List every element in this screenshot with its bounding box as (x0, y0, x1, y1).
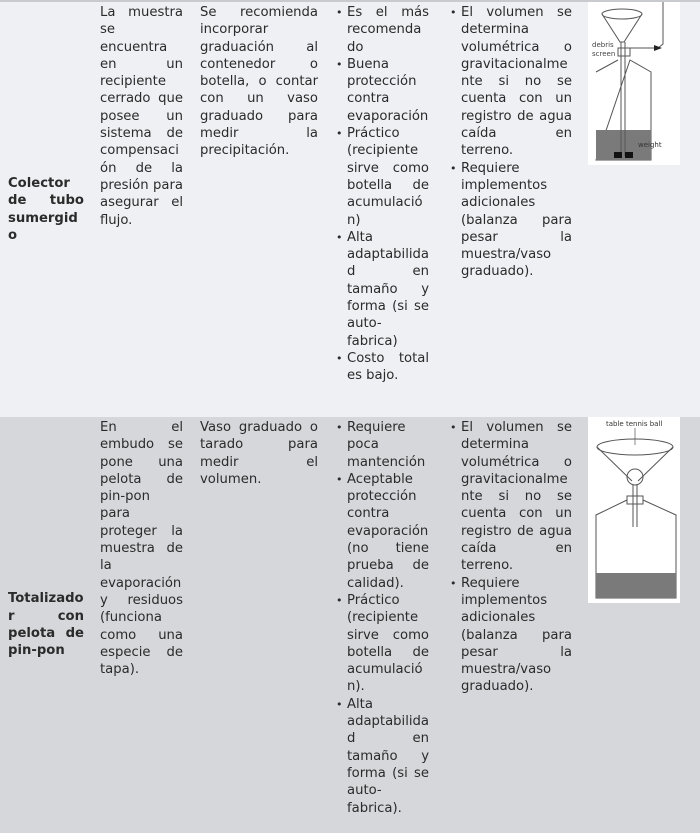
description-cell: En el embudo se pone una pelota de pin-pon para proteger la muestra de la evaporación y residuos (funciona como una especie de tapa). (100, 420, 183, 678)
advantage-item: • Costo total es bajo. (347, 350, 429, 385)
advantage-item: • Requiere poca mantención (347, 419, 429, 471)
disadvantages-cell (450, 419, 572, 696)
advantage-item: • Aceptable protección contra evaporación (no tiene prueba de calidad). (347, 471, 429, 592)
method-name-cell: Totalizador con pelota de pin-pon (8, 591, 84, 659)
advantages-cell (336, 419, 429, 817)
disadvantage-item: • El volumen se determina volumétrica o gravitacionalmente si no se cuenta con un registro de agua caída en terreno. (461, 4, 572, 160)
advantage-item: • Buena protección contra evaporación (347, 56, 429, 125)
measurement-cell: Vaso graduado o tarado para medir el volumen. (200, 420, 318, 487)
disadvantage-item: • El volumen se determina volumétrica o gravitacionalmente si no se cuenta con un registro de agua caída en terreno. (461, 419, 572, 575)
advantage-item: • Práctico (recipiente sirve como botella de acumulación) (347, 125, 429, 229)
advantages-cell (336, 4, 429, 385)
disadvantage-item: • Requiere implementos adicionales (balanza para pesar la muestra/vaso graduado). (461, 160, 572, 281)
description-cell: La muestra se encuentra en un recipiente cerrado que posee un sistema de compensación de la presión para asegurar el flujo. (100, 5, 183, 228)
table-tennis-ball-label: table tennis ball (606, 420, 663, 428)
measurement-cell: Se recomienda incorporar graduación al contenedor o botella, o contar con un vaso graduado para medir la precipitación. (200, 5, 318, 159)
submerged-tube-collector-diagram (588, 2, 680, 165)
advantage-item: • Práctico (recipiente sirve como botella de acumulación). (347, 592, 429, 696)
advantage-item: • Alta adaptabilidad en tamaño y forma (si se auto-fabrica) (347, 229, 429, 350)
disadvantage-item: • Requiere implementos adicionales (balanza para pesar la muestra/vaso graduado). (461, 575, 572, 696)
method-name-cell: Colector de tubo sumergido (8, 175, 84, 243)
screen-label: screen (592, 50, 616, 58)
weight-label: weight (638, 141, 662, 149)
debris-label: debris (592, 41, 614, 49)
ping-pong-totalizer-diagram (588, 417, 680, 603)
advantage-item: • Alta adaptabilidad en tamaño y forma (si se auto-fabrica). (347, 696, 429, 817)
disadvantages-cell (450, 4, 572, 281)
table-row-totalizador-pin-pon (0, 417, 700, 833)
advantage-item: • Es el más recomendado (347, 4, 429, 56)
